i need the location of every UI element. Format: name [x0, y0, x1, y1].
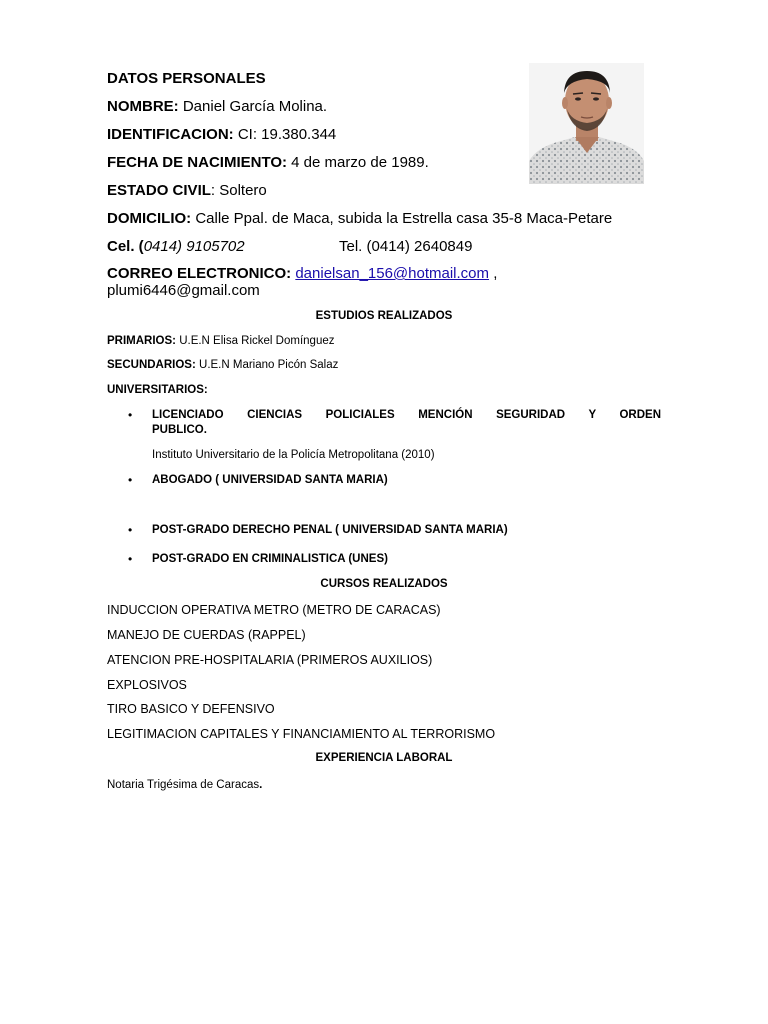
address-label: DOMICILIO:: [107, 210, 192, 227]
civil-row: [107, 182, 267, 200]
primary-label: PRIMARIOS:: [107, 335, 176, 347]
email-link-1[interactable]: danielsan_156@hotmail.com: [295, 265, 490, 282]
course-item: ATENCION PRE-HOSPITALARIA (PRIMEROS AUXILIOS): [107, 653, 433, 667]
name-label: NOMBRE:: [107, 98, 179, 115]
cel-label: Cel. (: [107, 238, 144, 255]
course-item: MANEJO DE CUERDAS (RAPPEL): [107, 628, 306, 642]
email-label: CORREO ELECTRONICO:: [107, 265, 292, 282]
civil-value: : Soltero: [210, 182, 267, 199]
birth-value: 4 de marzo de 1989.: [287, 154, 429, 171]
bullet-icon: •: [128, 523, 133, 537]
degree-item-4: POST-GRADO EN CRIMINALISTICA (UNES): [152, 553, 388, 565]
email-2: plumi6446@gmail.com: [107, 282, 260, 299]
course-item: TIRO BASICO Y DEFENSIVO: [107, 702, 275, 716]
secondary-row: [107, 359, 338, 371]
section-title-experience: EXPERIENCIA LABORAL: [315, 752, 453, 764]
tel-value: Tel. (0414) 2640849: [339, 238, 473, 255]
id-label: IDENTIFICACION:: [107, 126, 234, 143]
section-title-studies: ESTUDIOS REALIZADOS: [315, 310, 453, 322]
degree-item-1-cont: PUBLICO.: [152, 424, 207, 436]
bullet-icon: •: [128, 473, 133, 487]
experience-item: Notaria Trigésima de Caracas.: [107, 779, 263, 791]
profile-photo: [529, 63, 644, 184]
bullet-icon: •: [128, 552, 133, 566]
degree-item-2: ABOGADO ( UNIVERSIDAD SANTA MARIA): [152, 474, 388, 486]
degree-item-1: LICENCIADO CIENCIAS POLICIALES MENCIÓN SEGURIDAD Y ORDEN: [152, 409, 661, 421]
section-title-personal: DATOS PERSONALES: [107, 70, 266, 87]
address-row: [107, 210, 612, 228]
phone-row: [107, 238, 245, 256]
secondary-value: U.E.N Mariano Picón Salaz: [195, 359, 339, 371]
birth-label: FECHA DE NACIMIENTO:: [107, 154, 287, 171]
id-row: [107, 126, 336, 144]
name-value: Daniel García Molina.: [178, 98, 328, 115]
bullet-icon: •: [128, 408, 133, 422]
degree-item-3: POST-GRADO DERECHO PENAL ( UNIVERSIDAD SANTA MARIA): [152, 524, 508, 536]
name-row: [107, 98, 327, 116]
university-label: UNIVERSITARIOS:: [107, 384, 208, 396]
email-row: [107, 265, 497, 283]
email-separator: ,: [489, 265, 498, 282]
secondary-label: SECUNDARIOS:: [107, 359, 196, 371]
institute-text: Instituto Universitario de la Policía Metropolitana (2010): [152, 449, 435, 461]
civil-label: ESTADO CIVIL: [107, 182, 211, 199]
id-value: CI: 19.380.344: [233, 126, 337, 143]
birth-row: [107, 154, 429, 172]
course-item: INDUCCION OPERATIVA METRO (METRO DE CARACAS): [107, 603, 441, 617]
primary-row: [107, 335, 335, 347]
section-title-courses: CURSOS REALIZADOS: [320, 578, 448, 590]
course-item: EXPLOSIVOS: [107, 678, 187, 692]
cel-value: 0414) 9105702: [143, 238, 245, 255]
address-value: Calle Ppal. de Maca, subida la Estrella casa 35-8 Maca-Petare: [191, 210, 613, 227]
course-item: LEGITIMACION CAPITALES Y FINANCIAMIENTO AL TERRORISMO: [107, 727, 496, 741]
primary-value: U.E.N Elisa Rickel Domínguez: [176, 335, 335, 347]
